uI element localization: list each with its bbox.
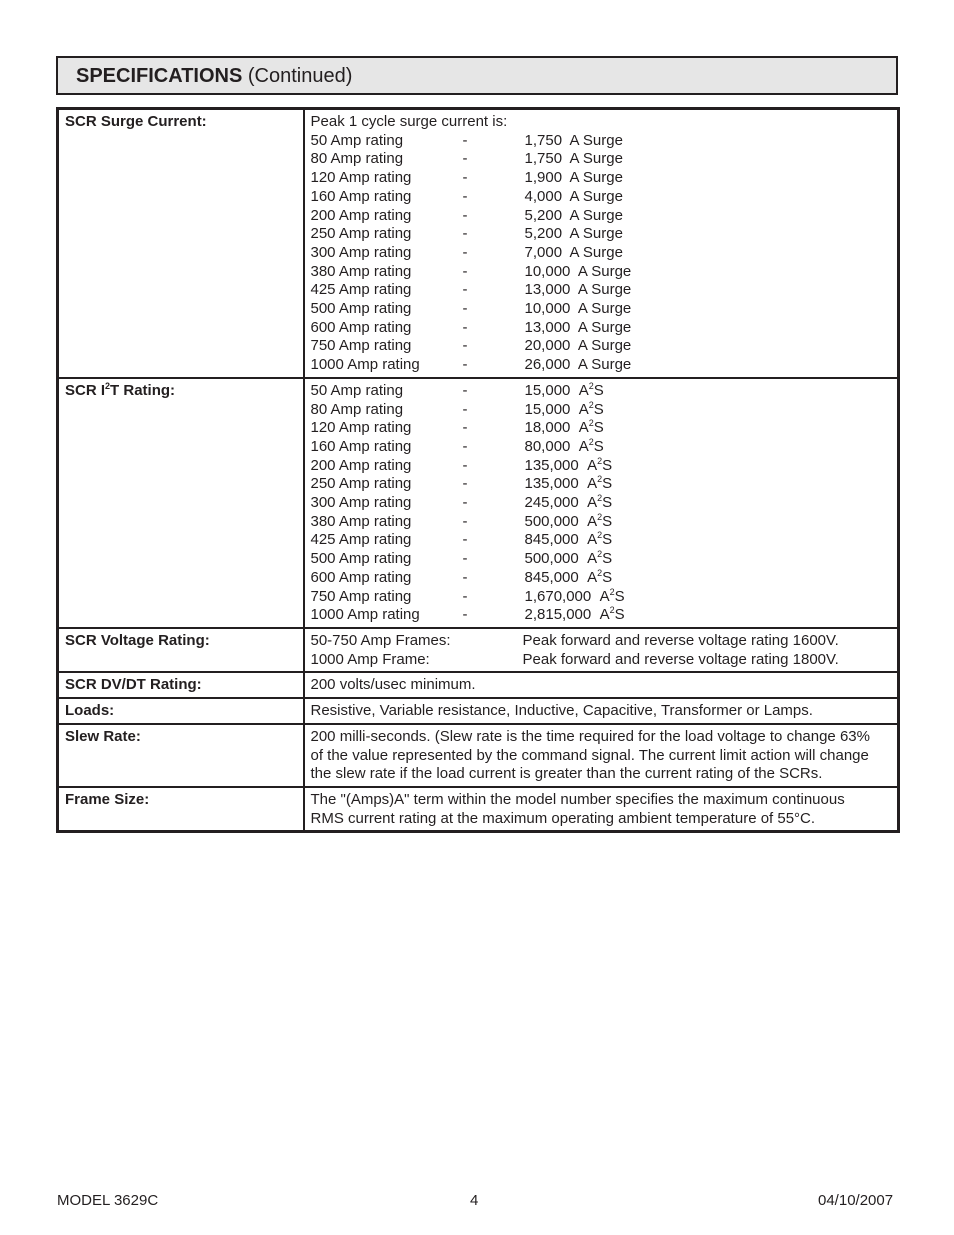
rating-dash: - — [462, 419, 468, 437]
rating-dash: - — [462, 150, 468, 168]
rating-name: 250 Amp rating — [310, 225, 412, 243]
rating-value: 7,000 A Surge — [524, 243, 623, 261]
i2t-rating-row — [311, 475, 892, 494]
slew-rate-value — [304, 724, 899, 787]
slew-rate-label: Slew Rate: — [58, 724, 304, 787]
surge-current-values — [304, 109, 899, 378]
voltage-rating-label: SCR Voltage Rating: — [58, 628, 304, 672]
i2t-rating-list — [311, 382, 892, 625]
rating-name: 380 Amp rating — [310, 512, 412, 530]
voltage-frame: 50-750 Amp Frames: — [310, 631, 451, 649]
rating-value: 15,000 $A^2S$ — [524, 380, 604, 399]
i2t-rating-label — [58, 378, 304, 628]
loads-value: Resistive, Variable resistance, Inductive, Capacitive, Transformer or Lamps. — [304, 698, 899, 724]
surge-rating-row — [311, 356, 892, 375]
rating-name: 160 Amp rating — [310, 187, 412, 205]
slew-line: the slew rate if the load current is greater than the current rating of the SCRs. — [310, 765, 823, 783]
rating-value: 10,000 A Surge — [524, 300, 632, 318]
surge-rating-row — [311, 337, 892, 356]
rating-dash: - — [462, 587, 468, 605]
rating-value: 5,200 A Surge — [524, 225, 623, 243]
surge-rating-row — [311, 169, 892, 188]
voltage-text: Peak forward and reverse voltage rating 1600V. — [522, 631, 839, 649]
rating-value: 10,000 A Surge — [524, 262, 632, 280]
rating-name: 425 Amp rating — [310, 281, 412, 299]
section-title-bold: SPECIFICATIONS — [76, 65, 243, 87]
frame-size-label: Frame Size: — [58, 787, 304, 832]
rating-dash: - — [462, 531, 468, 549]
surge-rating-row — [311, 244, 892, 263]
rating-dash: - — [462, 400, 468, 418]
rating-name: 80 Amp rating — [310, 400, 404, 418]
i2t-rating-row — [311, 569, 892, 588]
rating-value: 135,000 $A^2S$ — [524, 455, 613, 474]
rating-dash: - — [462, 550, 468, 568]
rating-dash: - — [462, 300, 468, 318]
i2t-rating-row — [311, 513, 892, 532]
rating-value: 500,000 $A^2S$ — [524, 549, 613, 568]
rating-dash: - — [462, 187, 468, 205]
rating-value: 80,000 $A^2S$ — [524, 436, 604, 455]
rating-value: 2,815,000 $A^2S$ — [524, 605, 625, 624]
rating-dash: - — [462, 131, 468, 149]
i2t-rating-row — [58, 378, 899, 628]
rating-dash: - — [462, 225, 468, 243]
i2t-rating-row — [311, 494, 892, 513]
voltage-frame: 1000 Amp Frame: — [310, 650, 430, 668]
rating-value: 845,000 $A^2S$ — [524, 567, 613, 586]
rating-dash: - — [462, 281, 468, 299]
rating-dash: - — [462, 356, 468, 374]
i2t-rating-row — [311, 438, 892, 457]
i2t-rating-row — [311, 419, 892, 438]
rating-name: 600 Amp rating — [310, 318, 412, 336]
i2t-rating-row — [311, 550, 892, 569]
rating-value: 13,000 A Surge — [524, 281, 632, 299]
section-header — [56, 56, 898, 95]
rating-dash: - — [462, 475, 468, 493]
dvdt-rating-value: 200 volts/usec minimum. — [304, 672, 899, 698]
surge-rating-row — [311, 319, 892, 338]
rating-dash: - — [462, 437, 468, 455]
surge-intro: Peak 1 cycle surge current is: — [310, 113, 508, 130]
rating-value: 1,900 A Surge — [524, 169, 623, 187]
rating-value: 845,000 $A^2S$ — [524, 530, 613, 549]
i2t-rating-row — [311, 382, 892, 401]
rating-name: 1000 Amp rating — [310, 606, 420, 624]
voltage-rating-values — [304, 628, 899, 672]
rating-value: 1,750 A Surge — [524, 150, 623, 168]
rating-value: 1,750 A Surge — [524, 131, 623, 149]
rating-name: 380 Amp rating — [310, 262, 412, 280]
loads-label: Loads: — [58, 698, 304, 724]
rating-dash: - — [462, 243, 468, 261]
surge-current-label: SCR Surge Current: — [58, 109, 304, 378]
voltage-text: Peak forward and reverse voltage rating 1800V. — [522, 650, 839, 668]
rating-name: 300 Amp rating — [310, 494, 412, 512]
voltage-rating-row — [58, 628, 899, 672]
section-title-rest: (Continued) — [242, 65, 353, 87]
rating-name: 300 Amp rating — [310, 243, 412, 261]
rating-name: 80 Amp rating — [310, 150, 404, 168]
rating-value: 1,670,000 $A^2S$ — [524, 586, 625, 605]
rating-value: 26,000 A Surge — [524, 356, 632, 374]
surge-rating-row — [311, 150, 892, 169]
section-title — [76, 64, 352, 88]
rating-dash: - — [462, 606, 468, 624]
rating-dash: - — [462, 512, 468, 530]
i2t-rating-values — [304, 378, 899, 628]
rating-dash: - — [462, 456, 468, 474]
frame-line: RMS current rating at the maximum operating ambient temperature of 55°C. — [310, 809, 816, 827]
dvdt-rating-label: SCR DV/DT Rating: — [58, 672, 304, 698]
voltage-row — [311, 651, 892, 670]
rating-name: 120 Amp rating — [310, 169, 412, 187]
rating-dash: - — [462, 337, 468, 355]
rating-value: 245,000 $A^2S$ — [524, 493, 613, 512]
loads-row — [58, 698, 899, 724]
footer-date: 04/10/2007 — [818, 1192, 894, 1209]
rating-name: 160 Amp rating — [310, 437, 412, 455]
rating-name: 750 Amp rating — [310, 337, 412, 355]
rating-name: 1000 Amp rating — [310, 356, 420, 374]
i2t-rating-row — [311, 606, 892, 625]
footer-page-number: 4 — [470, 1192, 479, 1209]
surge-rating-row — [311, 263, 892, 282]
rating-name: 500 Amp rating — [310, 300, 412, 318]
rating-name: 200 Amp rating — [310, 206, 412, 224]
i2t-rating-row — [311, 588, 892, 607]
surge-current-row — [58, 109, 899, 378]
rating-value: 15,000 $A^2S$ — [524, 399, 604, 418]
surge-rating-row — [311, 225, 892, 244]
i2t-label-sup: 2 — [105, 380, 111, 391]
rating-name: 50 Amp rating — [310, 381, 404, 399]
surge-rating-row — [311, 207, 892, 226]
surge-rating-row — [311, 132, 892, 151]
slew-line: 200 milli-seconds. (Slew rate is the time required for the load voltage to change 63% — [310, 727, 870, 745]
i2t-label-pre: SCR I — [65, 381, 106, 399]
surge-rating-row — [311, 300, 892, 319]
rating-value: 135,000 $A^2S$ — [524, 474, 613, 493]
surge-rating-list — [311, 132, 892, 375]
rating-value: 20,000 A Surge — [524, 337, 632, 355]
footer-model: MODEL 3629C — [57, 1192, 159, 1209]
rating-dash: - — [462, 169, 468, 187]
specifications-table — [56, 107, 900, 833]
rating-dash: - — [462, 206, 468, 224]
rating-value: 4,000 A Surge — [524, 187, 623, 205]
rating-dash: - — [462, 262, 468, 280]
rating-value: 18,000 $A^2S$ — [524, 418, 604, 437]
rating-name: 120 Amp rating — [310, 419, 412, 437]
rating-value: 5,200 A Surge — [524, 206, 623, 224]
rating-dash: - — [462, 494, 468, 512]
rating-name: 600 Amp rating — [310, 568, 412, 586]
surge-rating-row — [311, 281, 892, 300]
rating-value: 13,000 A Surge — [524, 318, 632, 336]
rating-name: 425 Amp rating — [310, 531, 412, 549]
i2t-rating-row — [311, 457, 892, 476]
frame-size-row — [58, 787, 899, 832]
rating-name: 500 Amp rating — [310, 550, 412, 568]
rating-name: 250 Amp rating — [310, 475, 412, 493]
frame-size-value — [304, 787, 899, 832]
rating-name: 750 Amp rating — [310, 587, 412, 605]
rating-dash: - — [462, 318, 468, 336]
slew-line: of the value represented by the command signal. The current limit action will change — [310, 746, 869, 764]
i2t-label-post: T Rating: — [110, 381, 176, 399]
i2t-rating-row — [311, 531, 892, 550]
i2t-rating-row — [311, 401, 892, 420]
surge-rating-row — [311, 188, 892, 207]
rating-dash: - — [462, 568, 468, 586]
dvdt-rating-row — [58, 672, 899, 698]
slew-rate-row — [58, 724, 899, 787]
voltage-row — [311, 632, 892, 651]
rating-name: 200 Amp rating — [310, 456, 412, 474]
rating-dash: - — [462, 381, 468, 399]
rating-name: 50 Amp rating — [310, 131, 404, 149]
frame-line: The "(Amps)A" term within the model number specifies the maximum continuous — [310, 790, 845, 808]
rating-value: 500,000 $A^2S$ — [524, 511, 613, 530]
